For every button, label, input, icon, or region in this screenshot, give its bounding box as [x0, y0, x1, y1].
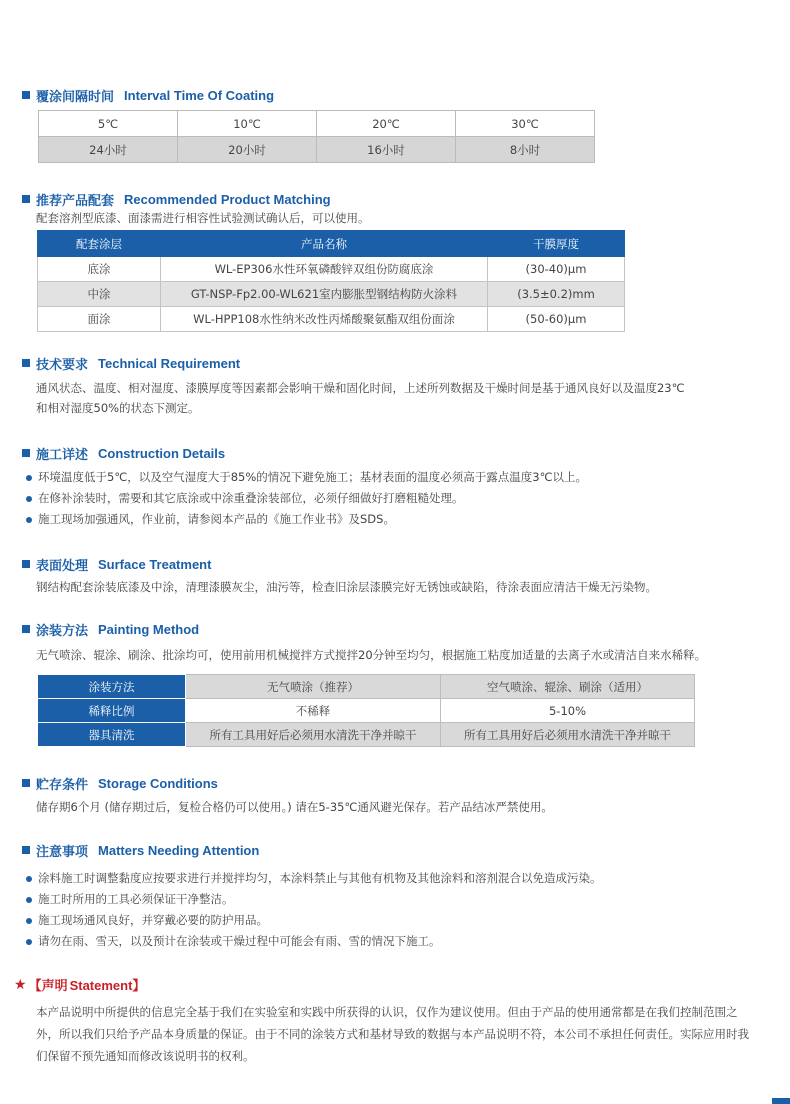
attention-heading-en: Matters Needing Attention — [98, 842, 260, 858]
bullet-dot-icon — [26, 475, 32, 481]
time-cell: 8小时 — [456, 137, 595, 163]
square-bullet-icon — [22, 779, 30, 787]
product-row — [38, 257, 625, 282]
technical-heading-en: Technical Requirement — [98, 355, 241, 371]
time-cell: 24小时 — [39, 137, 178, 163]
product-name-cell: GT-NSP-Fp2.00-WL621室内膨胀型钢结构防火涂料 — [161, 282, 488, 307]
temp-cell: 5℃ — [39, 111, 178, 137]
list-item-text: 在修补涂装时，需要和其它底涂或中涂重叠涂装部位，必须仔细做好打磨粗糙处理。 — [38, 491, 464, 505]
temp-cell: 30℃ — [456, 111, 595, 137]
technical-line: 通风状态、温度、相对湿度、漆膜厚度等因素都会影响干燥和固化时间，上述所列数据及干燥时间是基于通风良好以及温度23℃ — [36, 381, 685, 395]
header-cell: 产品名称 — [161, 231, 488, 257]
recommended-heading — [22, 190, 331, 208]
square-bullet-icon — [22, 359, 30, 367]
bullet-dot-icon — [26, 918, 32, 924]
layer-cell: 底涂 — [38, 257, 161, 282]
painting-table — [37, 674, 695, 747]
row-label: 涂装方法 — [38, 675, 186, 699]
bullet-dot-icon — [26, 876, 32, 882]
product-header-row — [38, 231, 625, 257]
temp-cell: 10℃ — [178, 111, 317, 137]
storage-text: 储存期6个月 (储存期过后，复检合格仍可以使用。) 请在5-35℃通风避光保存。若产品结冰严禁使用。 — [36, 800, 553, 814]
square-bullet-icon — [22, 195, 30, 203]
recommended-heading-en: Recommended Product Matching — [124, 191, 331, 207]
temp-cell: 20℃ — [317, 111, 456, 137]
time-cell: 20小时 — [178, 137, 317, 163]
list-item — [26, 509, 587, 530]
painting-heading-en: Painting Method — [98, 621, 200, 637]
attention-list — [26, 868, 602, 952]
painting-row — [38, 675, 695, 699]
list-item — [26, 910, 602, 931]
product-row — [38, 282, 625, 307]
technical-line: 和相对湿度50%的状态下测定。 — [36, 401, 200, 415]
attention-heading-cn: 注意事项 — [36, 844, 89, 860]
statement-heading — [14, 975, 145, 994]
statement-heading-cn: 【声明 — [28, 979, 68, 994]
square-bullet-icon — [22, 625, 30, 633]
table-cell: 无气喷涂（推荐） — [186, 675, 441, 699]
header-cell: 配套涂层 — [38, 231, 161, 257]
interval-heading — [22, 86, 274, 104]
product-name-cell: WL-EP306水性环氧磷酸锌双组份防腐底涂 — [161, 257, 488, 282]
layer-cell: 中涂 — [38, 282, 161, 307]
interval-time-row — [39, 137, 595, 163]
square-bullet-icon — [22, 91, 30, 99]
layer-cell: 面涂 — [38, 307, 161, 332]
thickness-cell: (3.5±0.2)mm — [488, 282, 625, 307]
statement-text: 本产品说明中所提供的信息完全基于我们在实验室和实践中所获得的认识，仅作为建议使用。但由于产品的使用通常都是在我们控制范围之外，所以我们只给予产品本身质量的保证。由于不同的涂装方式和基材导致的数据与本产品说明不符，本公司不承担任何责任。实际应用时我们保留不预先通知而修改该说明书的权利。 — [36, 1005, 749, 1063]
technical-heading — [22, 354, 240, 372]
header-cell: 干膜厚度 — [488, 231, 625, 257]
statement-heading-en: Statement】 — [69, 978, 146, 993]
storage-heading-en: Storage Conditions — [98, 775, 218, 791]
product-table — [37, 230, 625, 332]
list-item — [26, 889, 602, 910]
surface-heading-cn: 表面处理 — [36, 558, 89, 574]
square-bullet-icon — [22, 560, 30, 568]
table-cell: 所有工具用好后必须用水清洗干净并晾干 — [441, 723, 695, 747]
interval-heading-cn: 覆涂间隔时间 — [36, 89, 115, 105]
list-item-text: 施工现场加强通风，作业前，请参阅本产品的《施工作业书》及SDS。 — [38, 512, 395, 526]
interval-table — [38, 110, 595, 163]
list-item-text: 环境温度低于5℃，以及空气湿度大于85%的情况下避免施工；基材表面的温度必须高于露点温度3℃以上。 — [38, 470, 588, 484]
list-item-text: 涂料施工时调整黏度应按要求进行并搅拌均匀，本涂料禁止与其他有机物及其他涂料和溶剂混合以免造成污染。 — [38, 871, 602, 885]
table-cell: 不稀释 — [186, 699, 441, 723]
product-row — [38, 307, 625, 332]
painting-row — [38, 723, 695, 747]
painting-heading-cn: 涂装方法 — [36, 623, 89, 639]
list-item-text: 施工现场通风良好，并穿戴必要的防护用品。 — [38, 913, 268, 927]
storage-heading — [22, 774, 218, 792]
list-item-text: 请勿在雨、雪天，以及预计在涂装或干燥过程中可能会有雨、雪的情况下施工。 — [38, 934, 441, 948]
surface-text: 钢结构配套涂装底漆及中涂，清理漆膜灰尘，油污等，检查旧涂层漆膜完好无锈蚀或缺陷，待涂表面应清洁干燥无污染物。 — [36, 580, 657, 594]
construction-heading-en: Construction Details — [98, 445, 226, 461]
bullet-dot-icon — [26, 496, 32, 502]
row-label: 稀释比例 — [38, 699, 186, 723]
painting-row — [38, 699, 695, 723]
recommended-note: 配套溶剂型底漆、面漆需进行相容性试验测试确认后，可以使用。 — [36, 211, 370, 225]
square-bullet-icon — [22, 846, 30, 854]
construction-list — [26, 467, 587, 530]
time-cell: 16小时 — [317, 137, 456, 163]
construction-heading — [22, 444, 225, 462]
storage-heading-cn: 贮存条件 — [36, 777, 89, 793]
corner-accent — [772, 1098, 790, 1104]
table-cell: 5-10% — [441, 699, 695, 723]
attention-heading — [22, 841, 259, 859]
list-item — [26, 868, 602, 889]
table-cell: 空气喷涂、辊涂、刷涂（适用） — [441, 675, 695, 699]
bullet-dot-icon — [26, 939, 32, 945]
bullet-dot-icon — [26, 517, 32, 523]
list-item — [26, 931, 602, 952]
square-bullet-icon — [22, 449, 30, 457]
thickness-cell: (30-40)μm — [488, 257, 625, 282]
thickness-cell: (50-60)μm — [488, 307, 625, 332]
table-cell: 所有工具用好后必须用水清洗干净并晾干 — [186, 723, 441, 747]
list-item — [26, 467, 587, 488]
row-label: 器具清洗 — [38, 723, 186, 747]
product-name-cell: WL-HPP108水性纳米改性丙烯酸聚氨酯双组份面涂 — [161, 307, 488, 332]
star-icon: ★ — [14, 976, 27, 993]
technical-heading-cn: 技术要求 — [36, 357, 89, 373]
interval-heading-en: Interval Time Of Coating — [124, 87, 275, 103]
recommended-heading-cn: 推荐产品配套 — [36, 193, 115, 209]
bullet-dot-icon — [26, 897, 32, 903]
list-item — [26, 488, 587, 509]
list-item-text: 施工时所用的工具必须保证干净整洁。 — [38, 892, 234, 906]
surface-heading-en: Surface Treatment — [98, 556, 212, 572]
construction-heading-cn: 施工详述 — [36, 447, 89, 463]
surface-heading — [22, 555, 211, 573]
painting-text: 无气喷涂、辊涂、刷涂、批涂均可，使用前用机械搅拌方式搅拌20分钟至均匀，根据施工粘度加适量的去离子水或清洁自来水稀释。 — [36, 648, 707, 662]
interval-temp-row — [39, 111, 595, 137]
painting-heading — [22, 620, 199, 638]
